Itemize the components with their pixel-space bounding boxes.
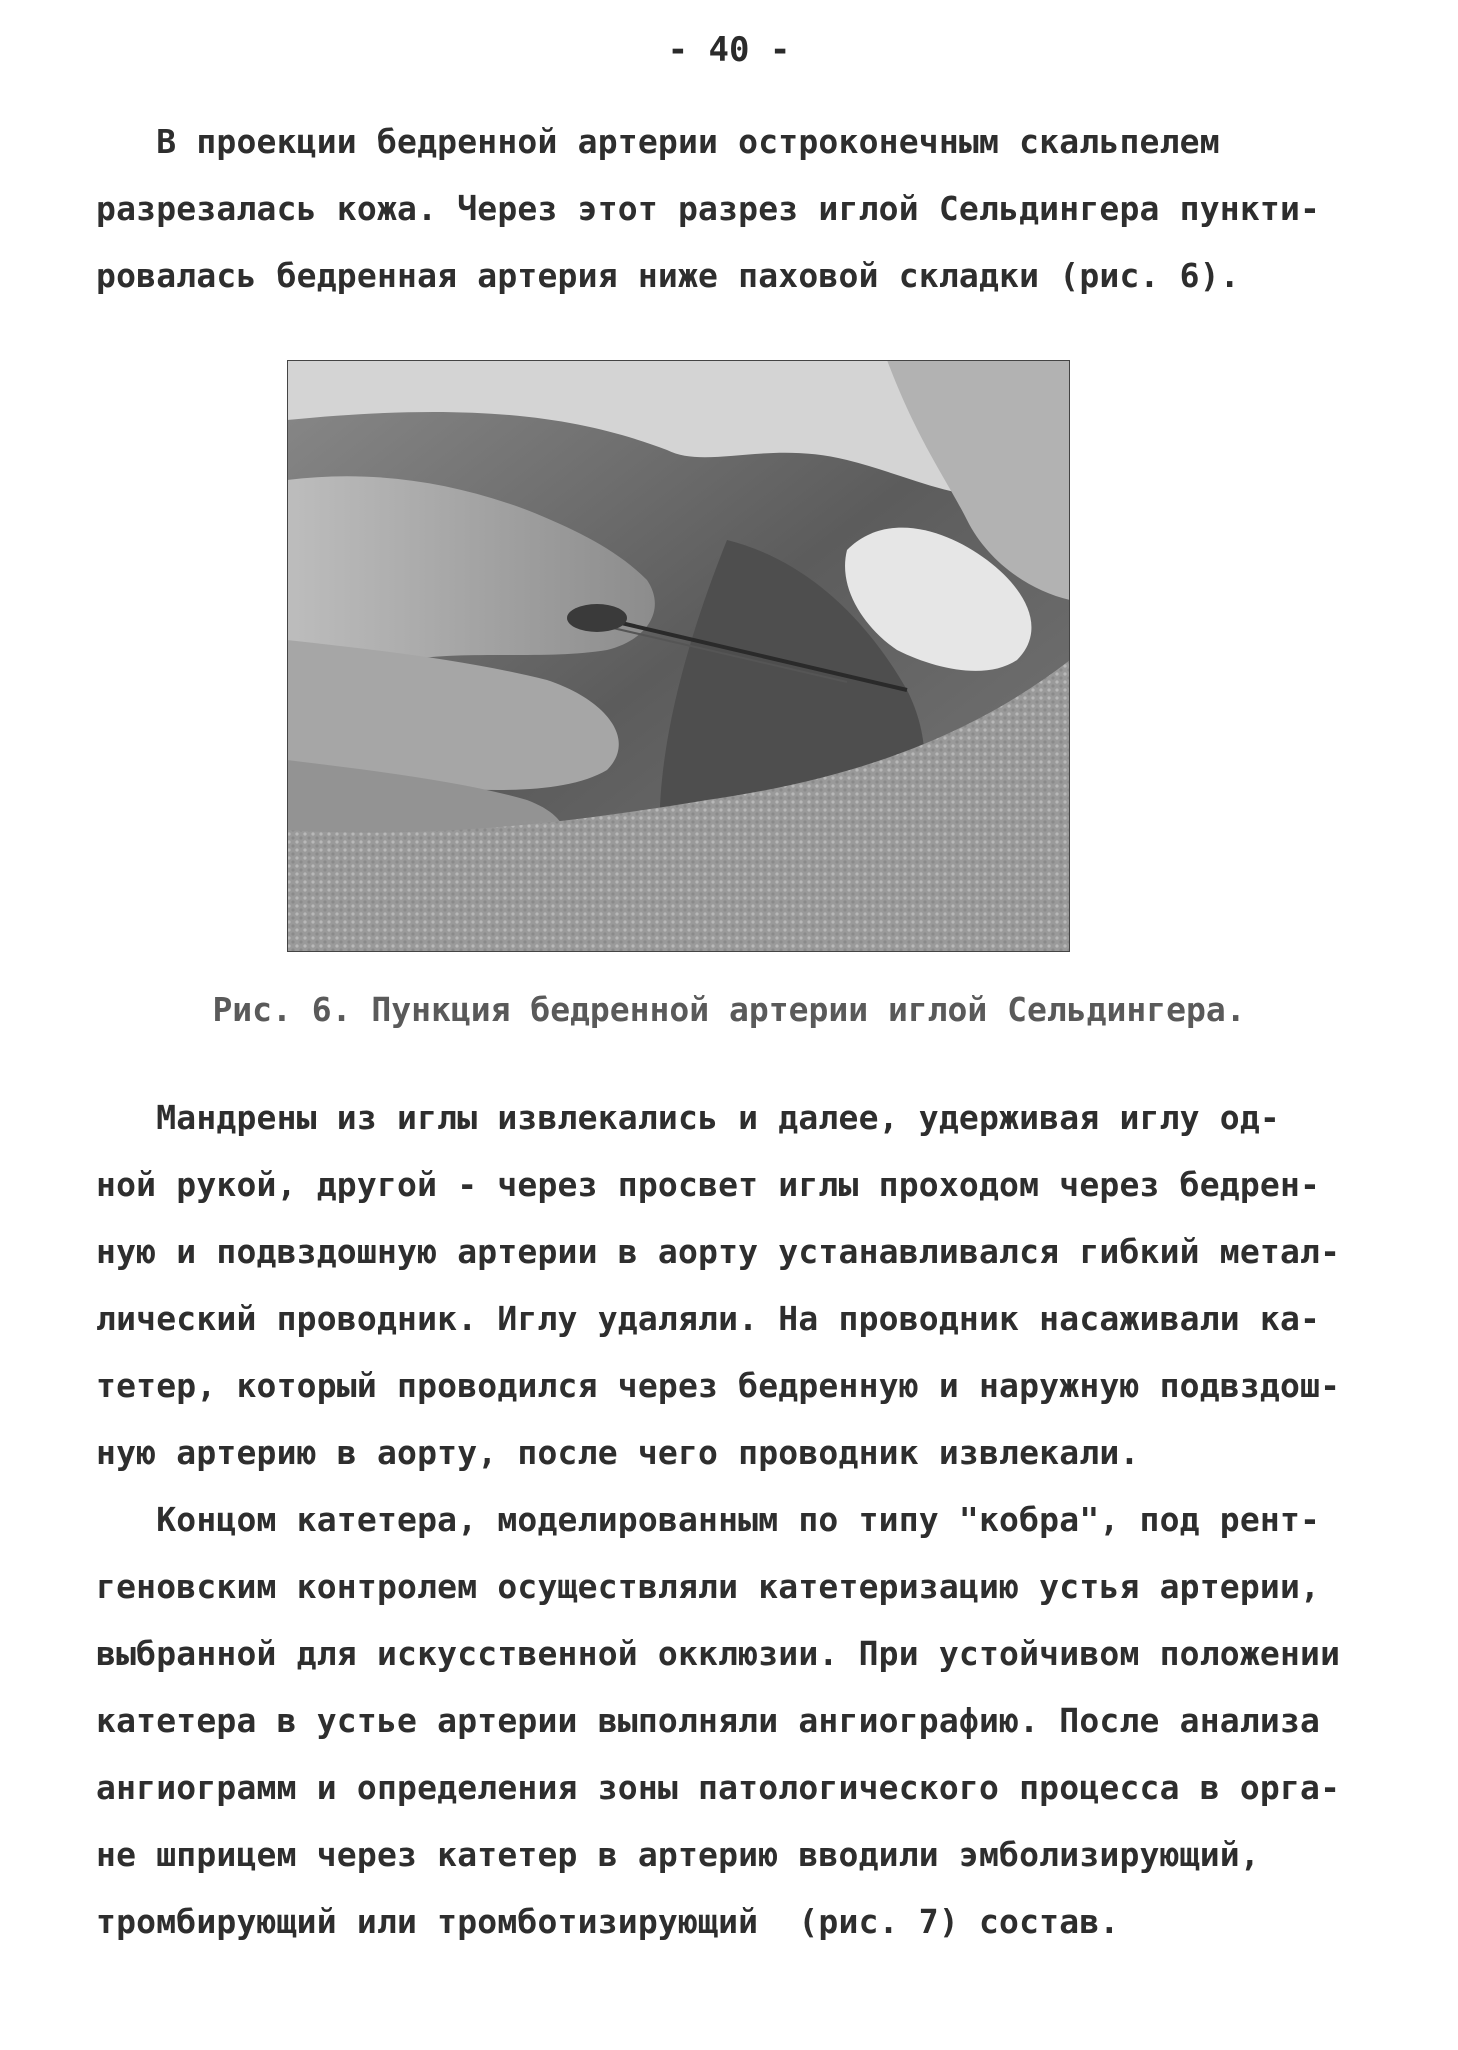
paragraph-top [96, 108, 1386, 309]
text-line: лический проводник. Иглу удаляли. На проводник насаживали ка- [96, 1299, 1321, 1338]
figure-photo [287, 360, 1070, 952]
text-line: ную и подвздошную артерии в аорту устанавливался гибкий метал- [96, 1232, 1341, 1271]
text-line: выбранной для искусственной окклюзии. При устойчивом положении [96, 1634, 1341, 1673]
photo-image [287, 360, 1070, 952]
text-line: В проекции бедренной артерии остроконечным скальпелем [96, 122, 1220, 161]
page-number: - 40 - [667, 30, 791, 70]
text-line: не шприцем через катетер в артерию вводили эмболизирующий, [96, 1835, 1260, 1874]
text-line: Мандрены из иглы извлекались и далее, удерживая иглу од- [96, 1098, 1280, 1137]
text-line: ровалась бедренная артерия ниже паховой складки (рис. 6). [96, 256, 1240, 295]
text-line: катетера в устье артерии выполняли ангиографию. После анализа [96, 1701, 1321, 1740]
text-line: ную артерию в аорту, после чего проводник извлекали. [96, 1433, 1140, 1472]
paragraph-bottom [96, 1084, 1386, 1955]
text-line: геновским контролем осуществляли катетеризацию устья артерии, [96, 1567, 1321, 1606]
figure-caption: Рис. 6. Пункция бедренной артерии иглой Сельдингера. [212, 990, 1246, 1029]
text-line: ангиограмм и определения зоны патологического процесса в орга- [96, 1768, 1341, 1807]
text-line: Концом катетера, моделированным по типу "кобра", под рент- [96, 1500, 1321, 1539]
text-line: разрезалась кожа. Через этот разрез иглой Сельдингера пункти- [96, 189, 1321, 228]
text-line: ной рукой, другой - через просвет иглы проходом через бедрен- [96, 1165, 1321, 1204]
text-line: тетер, который проводился через бедренную и наружную подвздош- [96, 1366, 1341, 1405]
text-line: тромбирующий или тромботизирующий (рис. 7) состав. [96, 1902, 1120, 1941]
